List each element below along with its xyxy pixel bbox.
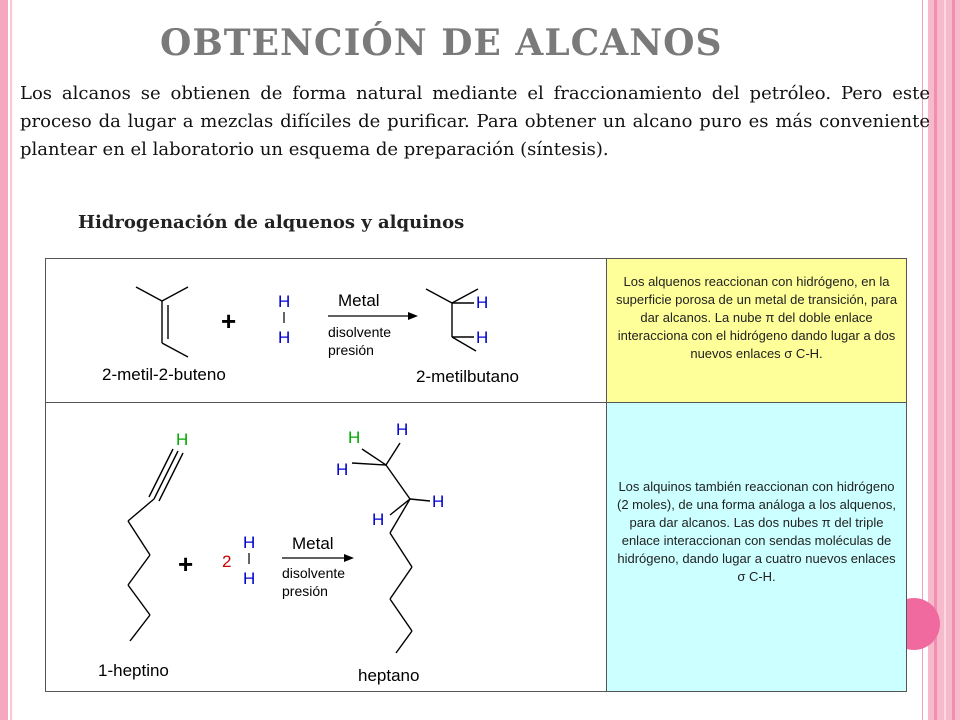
product-hydrogen-left-bottom: H	[372, 510, 385, 529]
intro-paragraph: Los alcanos se obtienen de forma natural mediante el fraccionamiento del petróleo. Pero este proceso da lugar a mezclas difíciles de purificar. Para obtener un alcano puro es más conveniente plantear en el laboratorio un esquema de preparación (síntesis).	[20, 83, 930, 160]
coefficient-2: 2	[222, 552, 232, 571]
hydrogen-top-1: H	[278, 292, 291, 311]
catalyst-label-1: Metal	[338, 291, 380, 310]
hydrogen-bottom-1: H	[278, 328, 291, 347]
2-methyl-2-butene-structure	[136, 287, 188, 357]
pressure-label-2: presión	[282, 583, 328, 599]
product-hydrogen-right: H	[432, 492, 445, 511]
solvent-label-1: disolvente	[328, 324, 392, 340]
left-border-decoration	[0, 0, 8, 720]
pressure-label-1: presión	[328, 342, 374, 358]
hydrogen-bottom-2: H	[243, 569, 256, 588]
product-name-1: 2-metilbutano	[416, 367, 520, 386]
product-hydrogen-top: H	[396, 420, 409, 439]
product-hydrogen-1: H	[476, 293, 489, 312]
product-name-2: heptano	[358, 666, 420, 685]
plus-sign-1: +	[221, 306, 237, 336]
alkyne-description-cell	[607, 403, 906, 691]
product-hydrogen-left: H	[336, 460, 349, 479]
reactant-name-1: 2-metil-2-buteno	[102, 365, 226, 384]
catalyst-label-2: Metal	[292, 534, 334, 553]
heptane-structure	[352, 443, 430, 653]
reactant-name-2: 1-heptino	[98, 661, 169, 680]
alkene-description-cell	[607, 259, 906, 402]
alkene-reaction-diagram	[46, 259, 606, 402]
solvent-label-2: disolvente	[282, 565, 346, 581]
1-heptyne-structure	[128, 449, 183, 641]
alkyne-hydrogen: H	[176, 430, 189, 449]
2-methylbutane-structure	[426, 289, 478, 351]
alkene-description: Los alquenos reaccionan con hidrógeno, en la superficie porosa de un metal de transición, para dar alcanos. La nube π del doble enlace interacciona con el hidrógeno dando lugar a dos nuevos enlaces σ C-H.	[615, 274, 898, 361]
alkyne-reaction-diagram	[46, 403, 606, 691]
product-hydrogen-left-top: H	[348, 428, 361, 447]
product-hydrogen-2: H	[476, 328, 489, 347]
alkyne-description: Los alquinos también reaccionan con hidrógeno (2 moles), de una forma análoga a los alquenos, para dar alcanos. Las dos nubes π del triple enlace interaccionan con sendas moléculas de hidrógeno, dando lugar a cuatro nuevos enlaces σ C-H.	[617, 479, 896, 584]
page-title: OBTENCIÓN DE ALCANOS	[160, 22, 723, 64]
section-subtitle: Hidrogenación de alquenos y alquinos	[78, 212, 465, 233]
left-border-line	[10, 0, 12, 720]
reactions-table	[45, 258, 907, 692]
hydrogen-top-2: H	[243, 533, 256, 552]
plus-sign-2: +	[178, 549, 194, 579]
